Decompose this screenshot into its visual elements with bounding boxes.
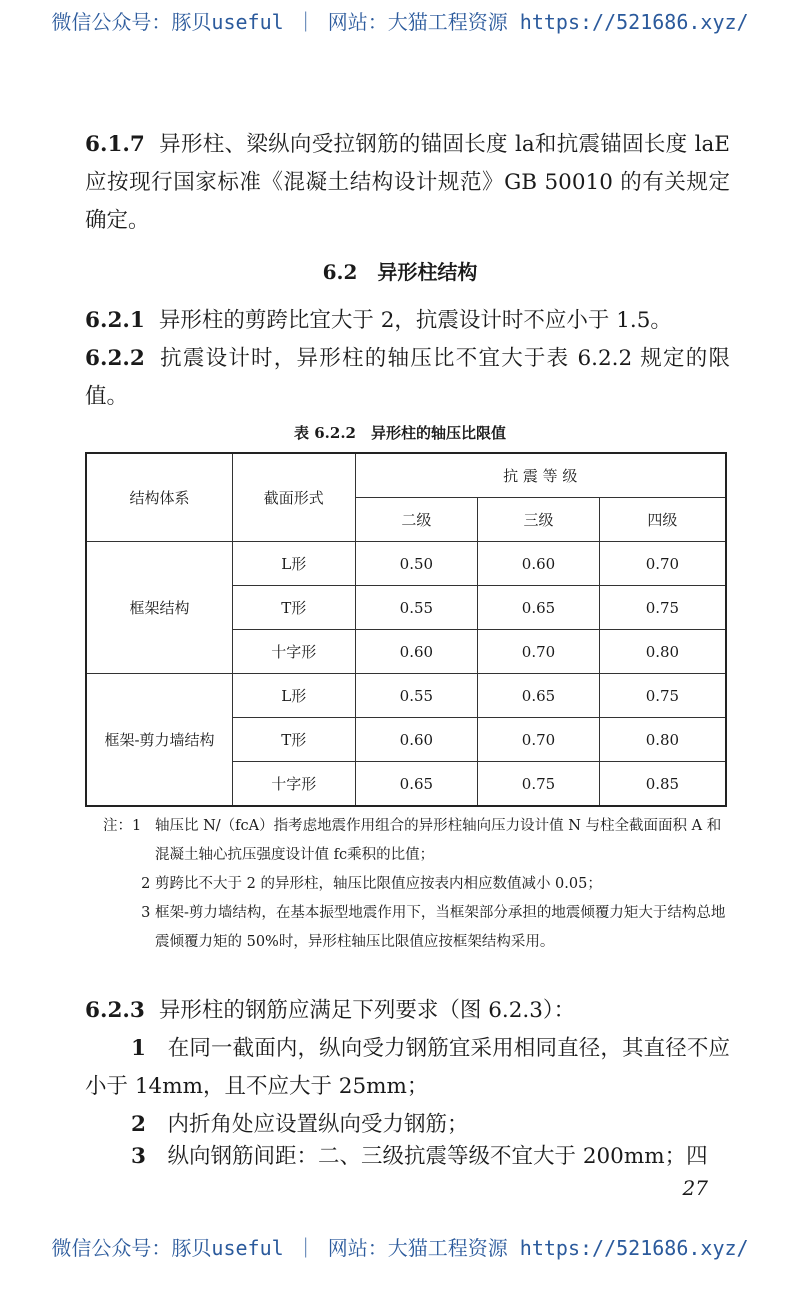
cell: 0.85 [599, 762, 726, 807]
clause-text: 抗震设计时，异形柱的轴压比不宜大于表 6.2.2 规定的限值。 [85, 346, 730, 409]
header-grade: 抗 震 等 级 [355, 453, 726, 498]
item-text: 纵向钢筋间距：二、三级抗震等级不宜大于 200mm；四 [167, 1144, 708, 1169]
cell: 0.70 [478, 718, 600, 762]
note-text: 剪跨比不大于 2 的异形柱，轴压比限值应按表内相应数值减小 0.05； [155, 876, 602, 892]
table-notes [103, 812, 728, 957]
cell: 0.70 [478, 630, 600, 674]
clause-6-2-2 [85, 340, 730, 416]
watermark-bottom: 微信公众号：豚贝useful ｜ 网站：大猫工程资源 https://521686.xyz/ [51, 1236, 749, 1260]
system-cell: 框架-剪力墙结构 [86, 674, 232, 807]
cell: T形 [232, 718, 355, 762]
clause-text: 异形柱的剪跨比宜大于 2，抗震设计时不应小于 1.5。 [158, 308, 672, 333]
cell: 0.75 [599, 674, 726, 718]
list-item [85, 1138, 730, 1176]
axial-ratio-table [85, 452, 727, 807]
cell: 十字形 [232, 630, 355, 674]
cell: L形 [232, 674, 355, 718]
clause-number: 6.2.1 [85, 308, 145, 333]
cell: 0.70 [599, 542, 726, 586]
notes-label: 注： [103, 818, 132, 834]
cell: L形 [232, 542, 355, 586]
note-text: 框架-剪力墙结构，在基本振型地震作用下，当框架部分承担的地震倾覆力矩大于结构总地震倾覆力矩的 50%时，异形柱轴压比限值应按框架结构采用。 [155, 905, 726, 950]
note-number: 2 [141, 876, 151, 892]
item-text: 内折角处应设置纵向受力钢筋； [167, 1112, 469, 1137]
clause-6-2-1 [85, 302, 730, 340]
header-system: 结构体系 [86, 453, 232, 542]
cell: 0.55 [355, 586, 478, 630]
cell: 0.65 [478, 674, 600, 718]
note-number: 1 [132, 818, 142, 834]
cell: 0.75 [599, 586, 726, 630]
clause-6-1-7 [85, 126, 730, 240]
table-row [86, 674, 726, 718]
item-text: 在同一截面内，纵向受力钢筋宜采用相同直径，其直径不应小于 14mm，且不应大于 25mm； [85, 1036, 730, 1099]
cell: T形 [232, 586, 355, 630]
clause-text: 异形柱的钢筋应满足下列要求（图 6.2.3）： [158, 998, 576, 1023]
table-row [86, 542, 726, 586]
cell: 0.60 [355, 718, 478, 762]
page-number: 27 [682, 1176, 708, 1200]
clause-number: 6.2.2 [85, 346, 145, 371]
clause-6-2-3 [85, 992, 730, 1030]
clause-number: 6.2.3 [85, 998, 145, 1023]
cell: 0.80 [599, 630, 726, 674]
table-caption: 表 6.2.2 异形柱的轴压比限值 [294, 424, 506, 442]
cell: 0.60 [355, 630, 478, 674]
system-cell: 框架结构 [86, 542, 232, 674]
cell: 0.60 [478, 542, 600, 586]
clause-number: 6.1.7 [85, 132, 145, 157]
item-number: 2 [131, 1112, 146, 1137]
watermark-top: 微信公众号：豚贝useful ｜ 网站：大猫工程资源 https://521686.xyz/ [51, 10, 749, 34]
grade-2: 二级 [355, 498, 478, 542]
cell: 0.80 [599, 718, 726, 762]
cell: 0.65 [355, 762, 478, 807]
note-text: 轴压比 N/（fcA）指考虑地震作用组合的异形柱轴向压力设计值 N 与柱全截面面积 A 和混凝土轴心抗压强度设计值 fc乘积的比值； [155, 818, 722, 863]
clause-text: 异形柱、梁纵向受拉钢筋的锚固长度 la和抗震锚固长度 laE应按现行国家标准《混凝土结构设计规范》GB 50010 的有关规定确定。 [85, 132, 730, 233]
note-number: 3 [141, 905, 151, 921]
item-number: 3 [131, 1144, 146, 1169]
item-number: 1 [131, 1036, 146, 1061]
cell: 0.65 [478, 586, 600, 630]
cell: 0.75 [478, 762, 600, 807]
list-item [85, 1030, 730, 1106]
cell: 十字形 [232, 762, 355, 807]
cell: 0.55 [355, 674, 478, 718]
cell: 0.50 [355, 542, 478, 586]
section-heading: 6.2 异形柱结构 [322, 260, 478, 284]
grade-4: 四级 [599, 498, 726, 542]
grade-3: 三级 [478, 498, 600, 542]
header-section: 截面形式 [232, 453, 355, 542]
